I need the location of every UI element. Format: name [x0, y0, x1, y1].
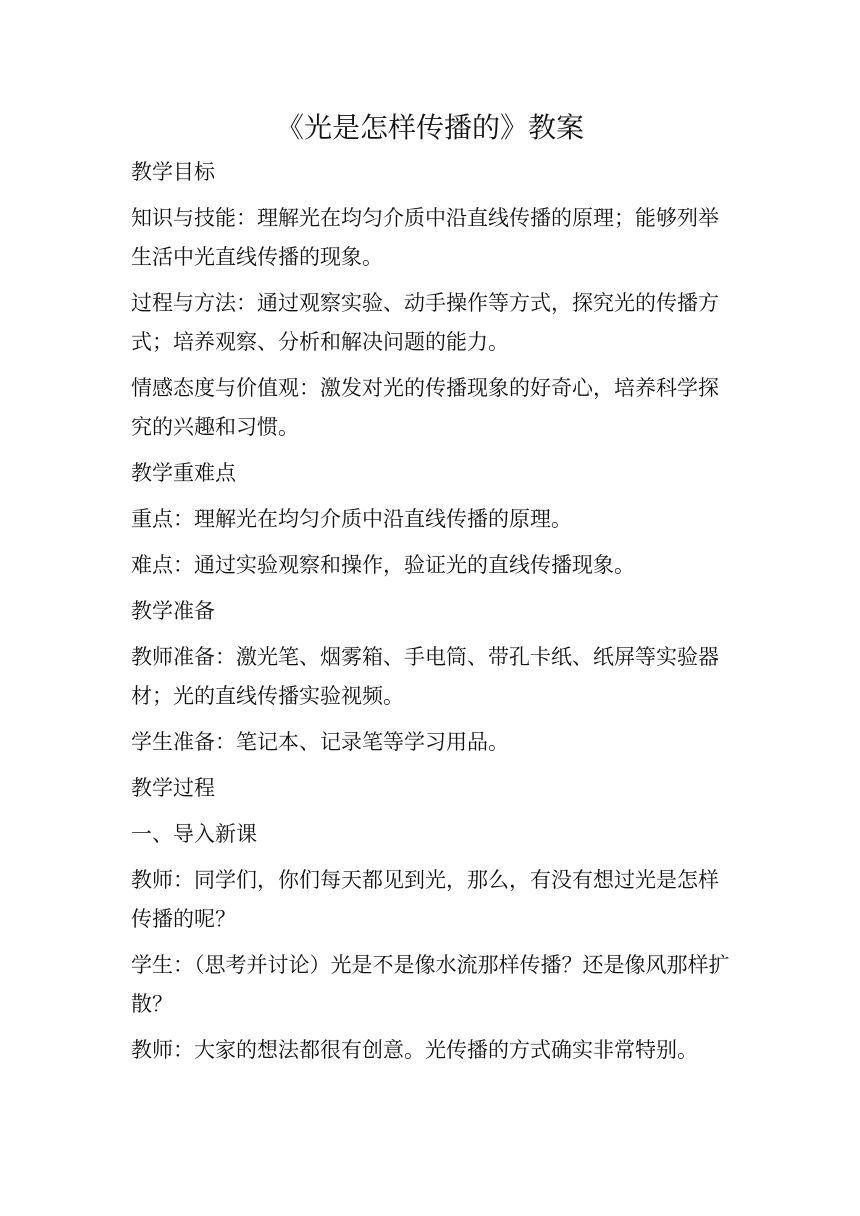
- paragraph-student-preparation: 学生准备：笔记本、记录笔等学习用品。: [131, 730, 509, 754]
- heading-key-difficult-points: 教学重难点: [131, 461, 236, 485]
- document-body: [131, 153, 731, 1070]
- heading-introduction: 一、导入新课: [131, 822, 257, 846]
- paragraph-knowledge-skills: 知识与技能：理解光在均匀介质中沿直线传播的原理；能够列举生活中光直线传播的现象。: [131, 206, 719, 269]
- paragraph-teacher-response: 教师：大家的想法都很有创意。光传播的方式确实非常特别。: [131, 1038, 698, 1062]
- heading-teaching-goals: 教学目标: [131, 160, 215, 184]
- paragraph-emotional-values: 情感态度与价值观：激发对光的传播现象的好奇心，培养科学探究的兴趣和习惯。: [131, 376, 719, 439]
- paragraph-teacher-question: 教师：同学们，你们每天都见到光，那么，有没有想过光是怎样传播的呢？: [131, 868, 719, 931]
- paragraph-process-methods: 过程与方法：通过观察实验、动手操作等方式，探究光的传播方式；培养观察、分析和解决问题的能力。: [131, 291, 719, 354]
- paragraph-key-point: 重点：理解光在均匀介质中沿直线传播的原理。: [131, 507, 572, 531]
- heading-teaching-preparation: 教学准备: [131, 599, 215, 623]
- heading-teaching-process: 教学过程: [131, 776, 215, 800]
- paragraph-teacher-preparation: 教师准备：激光笔、烟雾箱、手电筒、带孔卡纸、纸屏等实验器材；光的直线传播实验视频。: [131, 645, 719, 708]
- paragraph-student-answer: 学生：（思考并讨论）光是不是像水流那样传播？还是像风那样扩散？: [131, 953, 730, 1016]
- document-title: 《光是怎样传播的》教案: [275, 111, 584, 144]
- paragraph-difficult-point: 难点：通过实验观察和操作，验证光的直线传播现象。: [131, 553, 635, 577]
